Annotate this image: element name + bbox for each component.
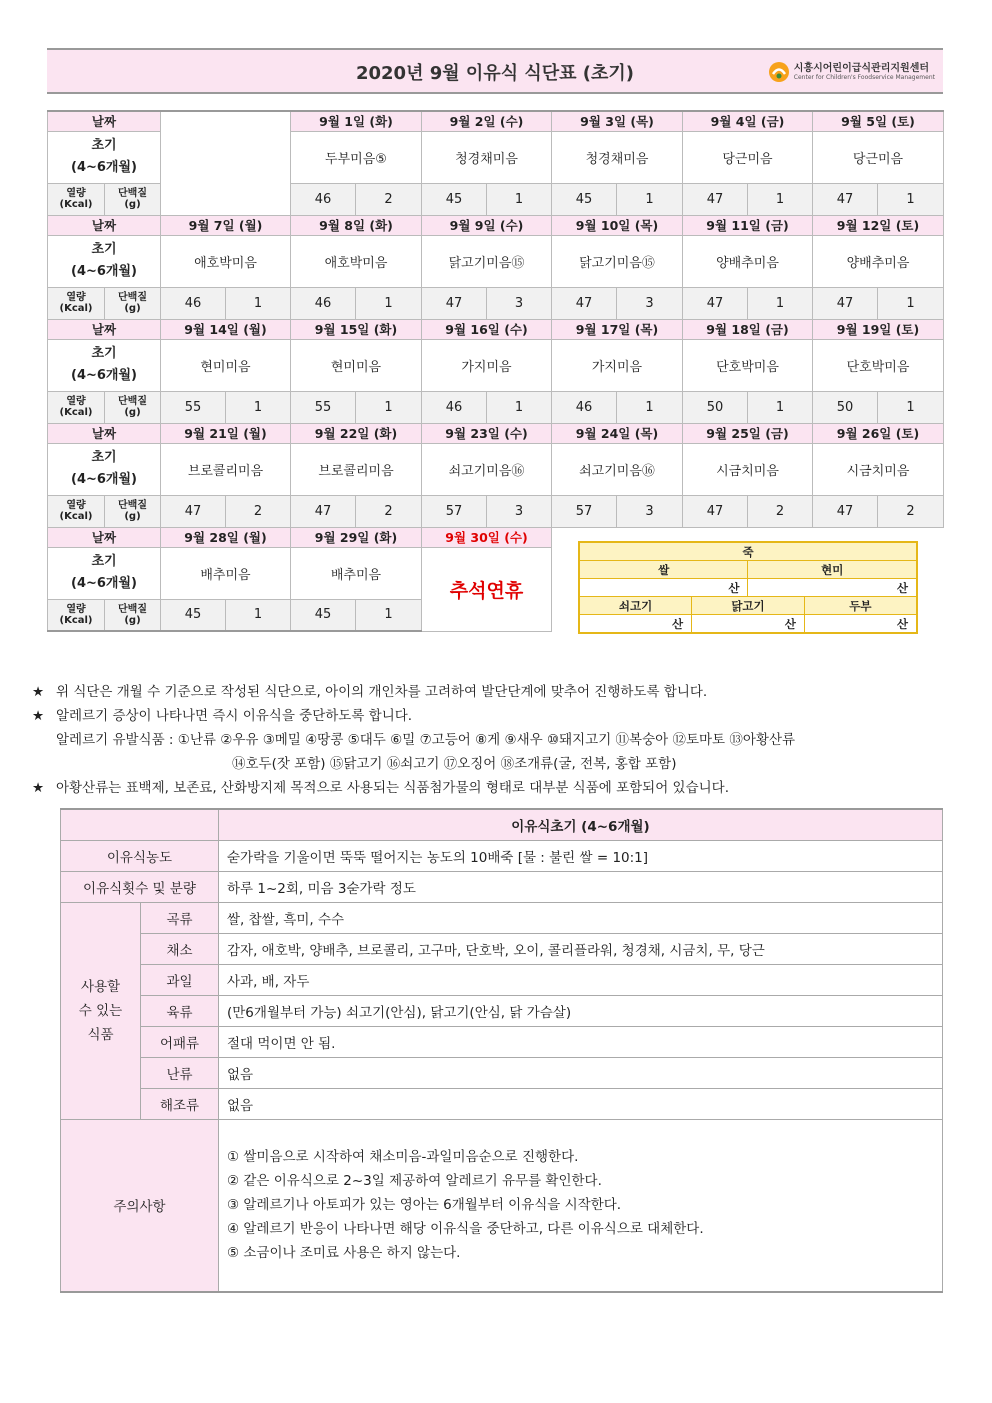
day-protein: 2: [356, 495, 422, 527]
day-date: 9월 21일 (월): [161, 423, 291, 443]
day-kcal: 50: [683, 391, 748, 423]
day-protein: 1: [226, 599, 291, 631]
stage-label: 초기 (4~6개월): [48, 131, 161, 183]
day-protein: 2: [226, 495, 291, 527]
legend-beef: 쇠고기: [579, 597, 692, 615]
day-date: 9월 8일 (화): [291, 215, 422, 235]
day-protein: 2: [748, 495, 813, 527]
kcal-label: 열량 (Kcal): [48, 599, 105, 631]
day-kcal: 55: [161, 391, 226, 423]
caution-item: ④ 알레르기 반응이 나타나면 해당 이유식을 중단하고, 다른 이유식으로 대체한다.: [227, 1221, 704, 1238]
kcal-label: 열량 (Kcal): [48, 183, 105, 215]
guide-caution-label: 주의사항: [61, 1120, 219, 1292]
day-date: 9월 22일 (화): [291, 423, 422, 443]
food-value: (만6개월부터 가능) 쇠고기(안심), 닭고기(안심, 닭 가슴살): [219, 996, 943, 1027]
day-menu: 애호박미음: [291, 235, 422, 287]
protein-label: 단백질 (g): [105, 391, 161, 423]
food-category: 과일: [141, 965, 219, 996]
org-logo: [768, 60, 935, 84]
caution-item: ② 같은 이유식으로 2~3일 제공하여 알레르기 유무를 확인한다.: [227, 1173, 602, 1190]
day-kcal: 47: [813, 287, 878, 319]
day-date: 9월 15일 (화): [291, 319, 422, 339]
day-menu: 단호박미음: [813, 339, 944, 391]
legend-brown-rice: 현미: [748, 561, 917, 579]
day-protein: 1: [878, 391, 944, 423]
note-allergen-list-2: ⑭호두(잣 포함) ⑮닭고기 ⑯쇠고기 ⑰오징어 ⑱조개류(굴, 전복, 홍합 포함): [232, 756, 677, 772]
guide-usable-label: 사용할 수 있는 식품: [61, 903, 141, 1120]
day-menu: 쇠고기미음⑯: [422, 443, 552, 495]
day-kcal: 46: [422, 391, 487, 423]
day-date: 9월 10일 (목): [552, 215, 683, 235]
legend-title: 죽: [579, 542, 917, 561]
day-date: 9월 25일 (금): [683, 423, 813, 443]
day-menu: 청경채미음: [422, 131, 552, 183]
star-icon: ★: [32, 780, 45, 796]
day-date: 9월 7일 (월): [161, 215, 291, 235]
day-menu: 단호박미음: [683, 339, 813, 391]
stage-label: 초기 (4~6개월): [48, 443, 161, 495]
legend-rice-value: 산: [579, 579, 748, 597]
notes: [32, 680, 972, 800]
day-protein: 1: [226, 391, 291, 423]
day-menu: 닭고기미음⑮: [422, 235, 552, 287]
stage-label: 초기 (4~6개월): [48, 339, 161, 391]
day-menu: 배추미음: [161, 547, 291, 599]
day-kcal: 47: [683, 287, 748, 319]
food-category: 어패류: [141, 1027, 219, 1058]
legend-brown-rice-value: 산: [748, 579, 917, 597]
org-name-en: Center for Children's Foodservice Management: [793, 74, 935, 81]
day-protein: 1: [487, 391, 552, 423]
food-category: 채소: [141, 934, 219, 965]
note-3: ★ 아황산류는 표백제, 보존료, 산화방지제 목적으로 사용되는 식품첨가물의 형태로 대부분 식품에 포함되어 있습니다.: [32, 776, 972, 800]
stage-label: 초기 (4~6개월): [48, 547, 161, 599]
food-value: 절대 먹이면 안 됨.: [219, 1027, 943, 1058]
day-menu: 당근미음: [683, 131, 813, 183]
page-title: 2020년 9월 이유식 식단표 (초기): [355, 63, 635, 84]
guide-corner: [61, 809, 219, 841]
day-date: 9월 5일 (토): [813, 111, 944, 131]
day-kcal: 47: [813, 183, 878, 215]
org-name: 시흥시어린이급식관리지원센터: [793, 63, 930, 74]
day-protein: 1: [748, 391, 813, 423]
day-menu: 양배추미음: [813, 235, 944, 287]
day-kcal: 57: [552, 495, 617, 527]
day-kcal: 47: [552, 287, 617, 319]
day-date: 9월 3일 (목): [552, 111, 683, 131]
day-date: 9월 17일 (목): [552, 319, 683, 339]
food-value: 감자, 애호박, 양배추, 브로콜리, 고구마, 단호박, 오이, 콜리플라워, 청경채, 시금치, 무, 당근: [219, 934, 943, 965]
guide-cautions: [219, 1120, 943, 1292]
food-value: 쌀, 찹쌀, 흑미, 수수: [219, 903, 943, 934]
day-date: 9월 1일 (화): [291, 111, 422, 131]
day-kcal: 57: [422, 495, 487, 527]
day-protein: 3: [487, 287, 552, 319]
protein-label: 단백질 (g): [105, 495, 161, 527]
day-menu: 현미미음: [291, 339, 422, 391]
day-protein: 3: [617, 287, 683, 319]
stage-label: 초기 (4~6개월): [48, 235, 161, 287]
legend-tofu: 두부: [804, 597, 917, 615]
day-menu: 브로콜리미음: [291, 443, 422, 495]
day-kcal: 46: [161, 287, 226, 319]
day-menu: 애호박미음: [161, 235, 291, 287]
day-menu: 두부미음⑤: [291, 131, 422, 183]
food-category: 해조류: [141, 1089, 219, 1120]
date-label: 날짜: [48, 527, 161, 547]
holiday-date: 9월 30일 (수): [422, 527, 552, 547]
day-date: 9월 29일 (화): [291, 527, 422, 547]
day-date: 9월 11일 (금): [683, 215, 813, 235]
day-protein: 1: [487, 183, 552, 215]
legend-rice: 쌀: [579, 561, 748, 579]
day-menu: 양배추미음: [683, 235, 813, 287]
star-icon: ★: [32, 708, 45, 724]
day-protein: 1: [878, 183, 944, 215]
day-menu: 배추미음: [291, 547, 422, 599]
food-category: 곡류: [141, 903, 219, 934]
day-menu: 청경채미음: [552, 131, 683, 183]
day-protein: 3: [617, 495, 683, 527]
protein-label: 단백질 (g): [105, 287, 161, 319]
caution-item: ① 쌀미음으로 시작하여 채소미음-과일미음순으로 진행한다.: [227, 1149, 579, 1166]
day-protein: 1: [617, 391, 683, 423]
day-date: 9월 24일 (목): [552, 423, 683, 443]
date-label: 날짜: [48, 423, 161, 443]
guide-freq-value: 하루 1~2회, 미음 3숟가락 정도: [219, 872, 943, 903]
day-date: 9월 2일 (수): [422, 111, 552, 131]
day-protein: 1: [356, 599, 422, 631]
day-kcal: 47: [422, 287, 487, 319]
day-kcal: 46: [552, 391, 617, 423]
day-protein: 1: [226, 287, 291, 319]
kcal-label: 열량 (Kcal): [48, 287, 105, 319]
day-kcal: 45: [422, 183, 487, 215]
day-kcal: 46: [291, 183, 356, 215]
food-category: 난류: [141, 1058, 219, 1089]
day-menu: 쇠고기미음⑯: [552, 443, 683, 495]
day-date: 9월 26일 (토): [813, 423, 944, 443]
day-protein: 1: [617, 183, 683, 215]
day-protein: 1: [878, 287, 944, 319]
day-date: 9월 16일 (수): [422, 319, 552, 339]
day-kcal: 50: [813, 391, 878, 423]
legend-chicken: 닭고기: [692, 597, 805, 615]
day-protein: 1: [748, 287, 813, 319]
kcal-label: 열량 (Kcal): [48, 391, 105, 423]
date-label: 날짜: [48, 111, 161, 131]
note-1: ★ 위 식단은 개월 수 기준으로 작성된 식단으로, 아이의 개인차를 고려하여 발단단계에 맞추어 진행하도록 합니다.: [32, 680, 972, 704]
day-menu: 현미미음: [161, 339, 291, 391]
holiday-text: 추석연휴: [449, 579, 524, 602]
day-kcal: 47: [161, 495, 226, 527]
caution-item: ③ 알레르기나 아토피가 있는 영아는 6개월부터 이유식을 시작한다.: [227, 1197, 622, 1214]
day-kcal: 47: [683, 495, 748, 527]
protein-label: 단백질 (g): [105, 599, 161, 631]
day-menu: 당근미음: [813, 131, 944, 183]
food-value: 없음: [219, 1058, 943, 1089]
day-menu: 닭고기미음⑮: [552, 235, 683, 287]
day-date: 9월 4일 (금): [683, 111, 813, 131]
legend-chicken-value: 산: [692, 615, 805, 634]
guide-table: [60, 808, 943, 1293]
day-protein: 2: [878, 495, 944, 527]
day-date: 9월 9일 (수): [422, 215, 552, 235]
date-label: 날짜: [48, 215, 161, 235]
day-protein: 1: [356, 287, 422, 319]
legend-table: [578, 541, 918, 634]
day-date: 9월 12일 (토): [813, 215, 944, 235]
day-kcal: 45: [291, 599, 356, 631]
guide-header: 이유식초기 (4~6개월): [219, 809, 943, 841]
day-date: 9월 19일 (토): [813, 319, 944, 339]
caution-item: ⑤ 소금이나 조미료 사용은 하지 않는다.: [227, 1245, 461, 1262]
day-menu: 가지미음: [422, 339, 552, 391]
note-2: ★ 알레르기 증상이 나타나면 즉시 이유식을 중단하도록 합니다.: [32, 704, 972, 728]
day-kcal: 45: [161, 599, 226, 631]
day-date: 9월 14일 (월): [161, 319, 291, 339]
title-bar: [47, 48, 943, 94]
day-protein: 2: [356, 183, 422, 215]
food-value: 없음: [219, 1089, 943, 1120]
day-menu: 가지미음: [552, 339, 683, 391]
day-kcal: 47: [813, 495, 878, 527]
day-kcal: 47: [683, 183, 748, 215]
guide-density-value: 숟가락을 기울이면 뚝뚝 떨어지는 농도의 10배죽 [물 : 불린 쌀 = 10:1]: [219, 841, 943, 872]
day-date: 9월 18일 (금): [683, 319, 813, 339]
day-menu: 브로콜리미음: [161, 443, 291, 495]
day-kcal: 45: [552, 183, 617, 215]
day-kcal: 46: [291, 287, 356, 319]
day-date: 9월 28일 (월): [161, 527, 291, 547]
food-category: 육류: [141, 996, 219, 1027]
holiday-cell: [422, 547, 552, 631]
day-kcal: 55: [291, 391, 356, 423]
star-icon: ★: [32, 684, 45, 700]
empty-cell: [161, 111, 291, 215]
date-label: 날짜: [48, 319, 161, 339]
legend-tofu-value: 산: [804, 615, 917, 634]
guide-density-label: 이유식농도: [61, 841, 219, 872]
note-allergen-list: 알레르기 유발식품 : ①난류 ②우유 ③메밀 ④땅콩 ⑤대두 ⑥밀 ⑦고등어 ⑧게 ⑨새우 ⑩돼지고기 ⑪복숭아 ⑫토마토 ⑬아황산류: [56, 732, 796, 748]
day-menu: 시금치미음: [813, 443, 944, 495]
legend-beef-value: 산: [579, 615, 692, 634]
day-protein: 3: [487, 495, 552, 527]
guide-freq-label: 이유식횟수 및 분량: [61, 872, 219, 903]
food-value: 사과, 배, 자두: [219, 965, 943, 996]
day-date: 9월 23일 (수): [422, 423, 552, 443]
day-protein: 1: [748, 183, 813, 215]
protein-label: 단백질 (g): [105, 183, 161, 215]
day-protein: 1: [356, 391, 422, 423]
kcal-label: 열량 (Kcal): [48, 495, 105, 527]
day-kcal: 47: [291, 495, 356, 527]
org-logo-icon: [768, 61, 790, 83]
day-menu: 시금치미음: [683, 443, 813, 495]
